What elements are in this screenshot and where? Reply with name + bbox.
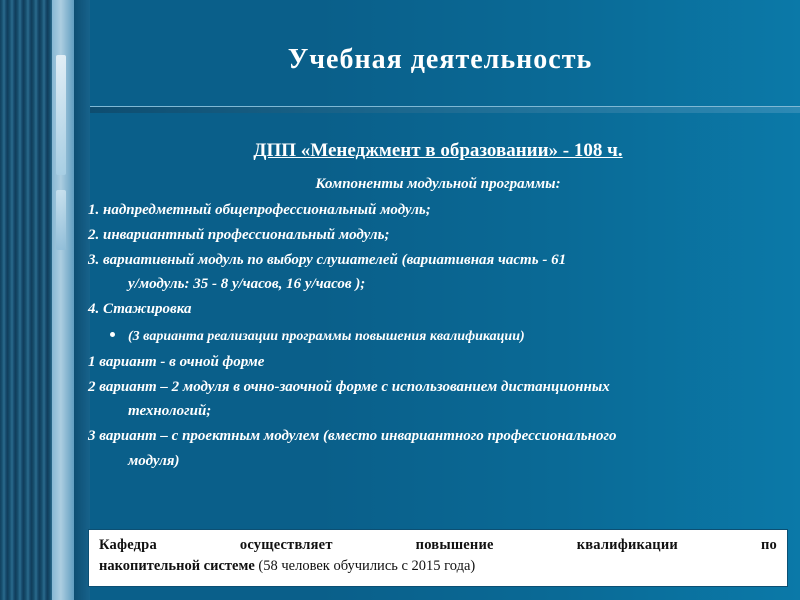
list-item-continuation: технологий; (128, 403, 212, 420)
footer-word: по (760, 537, 777, 553)
list-item: 2 вариант – 2 модуля в очно-заочной форме с использованием дистанционных (88, 378, 610, 395)
list-item: 4. Стажировка (88, 301, 192, 317)
bullet-label: (3 варианта реализации программы повышения квалификации) (128, 328, 525, 344)
list-item: 3. вариативный модуль по выбору слушателей (вариативная часть - 61 (88, 251, 567, 268)
components-header: Компоненты модульной программы: (315, 176, 561, 192)
footer-line-2 (99, 558, 777, 575)
decorative-accent-bar-secondary (56, 190, 66, 250)
header-divider (90, 106, 800, 113)
list-item: 1 вариант - в очной форме (88, 353, 265, 370)
list-item-continuation: у/модуль: 35 - 8 у/часов, 16 у/часов ); (128, 276, 366, 293)
slide-content (88, 128, 788, 477)
list-item: 3 вариант – с проектным модулем (вместо инвариантного профессионального (88, 428, 617, 444)
list-item (88, 329, 788, 345)
bullet-dot-icon (110, 332, 115, 337)
list-item-continuation: модуля) (128, 452, 180, 469)
decorative-left-band (0, 0, 52, 600)
footer-word: Кафедра (99, 537, 157, 553)
footer-word: повышение (415, 537, 494, 553)
slide-subtitle: ДПП «Менеджмент в образовании» - 108 ч. (253, 140, 623, 161)
footer-word: квалификации (576, 537, 678, 553)
list-item: 1. надпредметный общепрофессиональный модуль; (88, 202, 431, 218)
footer-line-1 (99, 537, 777, 554)
footer-word: осуществляет (239, 537, 333, 553)
footer-emphasis: накопительной системе (99, 558, 255, 574)
footer-callout (88, 529, 788, 587)
footer-detail: (58 человек обучились с 2015 года) (254, 558, 476, 574)
page-title: Учебная деятельность (287, 44, 593, 75)
list-item: 2. инвариантный профессиональный модуль; (88, 226, 390, 243)
decorative-accent-bar (56, 55, 66, 175)
